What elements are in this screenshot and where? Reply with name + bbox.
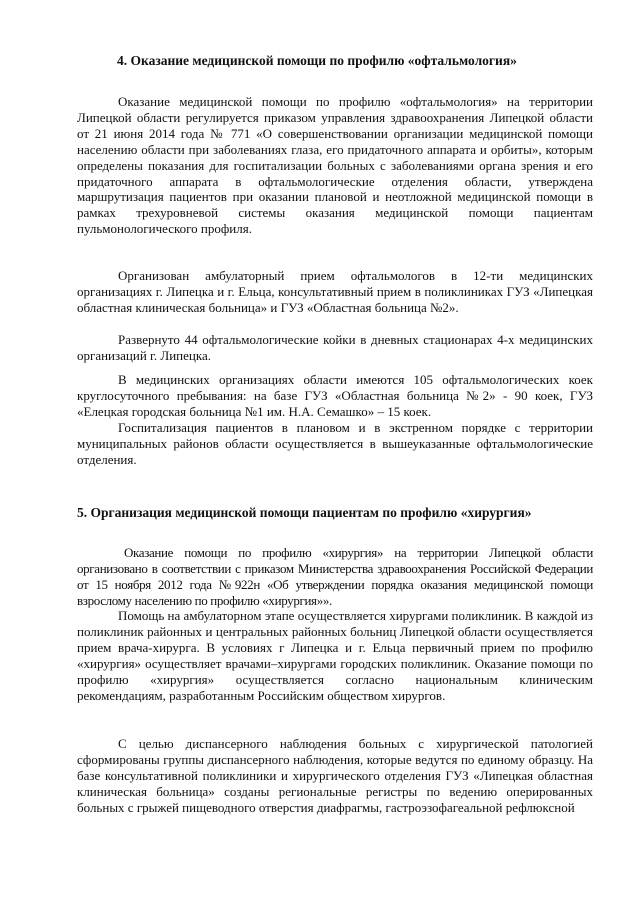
section-4-title: 4. Оказание медицинской помощи по профилю «офтальмология» [117,53,517,68]
section-4-paragraph-5: Госпитализация пациентов в плановом и в экстренном порядке с территории муниципальных районов области осуществляется в вышеуказанные офтальмологические отделения. [77,420,593,467]
section-4-paragraph-1: Оказание медицинской помощи по профилю «офтальмология» на территории Липецкой области регулируется приказом управления здравоохранения Липецкой области от 21 июня 2014 года № 771 «О совершенствовании организации медицинской помощи населению области при заболеваниях глаза, его придаточного аппарата и орбиты», которым определены показания для госпитализации больных с заболеваниями органа зрения и его придаточного аппарата в офтальмологические отделения области, утверждена маршрутизация пациентов при оказании плановой и неотложной медицинской помощи в рамках трехуровневой системы оказания медицинской помощи пациентам пульмонологического профиля. [77,94,593,237]
section-5-paragraph-1: Оказание помощи по профилю «хирургия» на территории Липецкой области организовано в соответствии с приказом Министерства здравоохранения Российской Федерации от 15 ноября 2012 года №922н «Об утверждении порядка оказания медицинской помощи взрослому населению по профилю «хирургия»». [77,545,593,608]
section-5-paragraph-3: С целью диспансерного наблюдения больных с хирургической патологией сформированы группы диспансерного наблюдения, которые ведутся по единому образцу. На базе консультативной поликлиники и хирургического отделения ГУЗ «Липецкая областная клиническая больница» созданы региональные регистры по ведению оперированных больных с грыжей пищеводного отверстия диафрагмы, гастроэзофагеальной рефлюксной [77,736,593,815]
section-4-paragraph-3: Развернуто 44 офтальмологические койки в дневных стационарах 4-х медицинских организаций г. Липецка. [77,332,593,363]
section-5-title: 5. Организация медицинской помощи пациентам по профилю «хирургия» [77,505,532,520]
section-4-paragraph-2: Организован амбулаторный прием офтальмологов в 12-ти медицинских организациях г. Липецка и г. Ельца, консультативный прием в поликлиниках ГУЗ «Липецкая областная клиническая больница» и ГУЗ «Областная больница №2». [77,268,593,315]
section-4-paragraph-4: В медицинских организациях области имеются 105 офтальмологических коек круглосуточного пребывания: на базе ГУЗ «Областная больница №2» - 90 коек, ГУЗ «Елецкая городская больница №1 им. Н.А. Семашко» – 15 коек. [77,372,593,419]
section-5-paragraph-2: Помощь на амбулаторном этапе осуществляется хирургами поликлиник. В каждой из поликлиник районных и центральных районных больниц Липецкой области осуществляется прием врача-хирурга. В условиях г Липецка и г. Ельца первичный прием по профилю «хирургия» осуществляет врачами–хирургами городских поликлиник. Оказание помощи по профилю «хирургия» осуществляется согласно национальным клиническим рекомендациям, разработанным Российским обществом хирургов. [77,608,593,703]
